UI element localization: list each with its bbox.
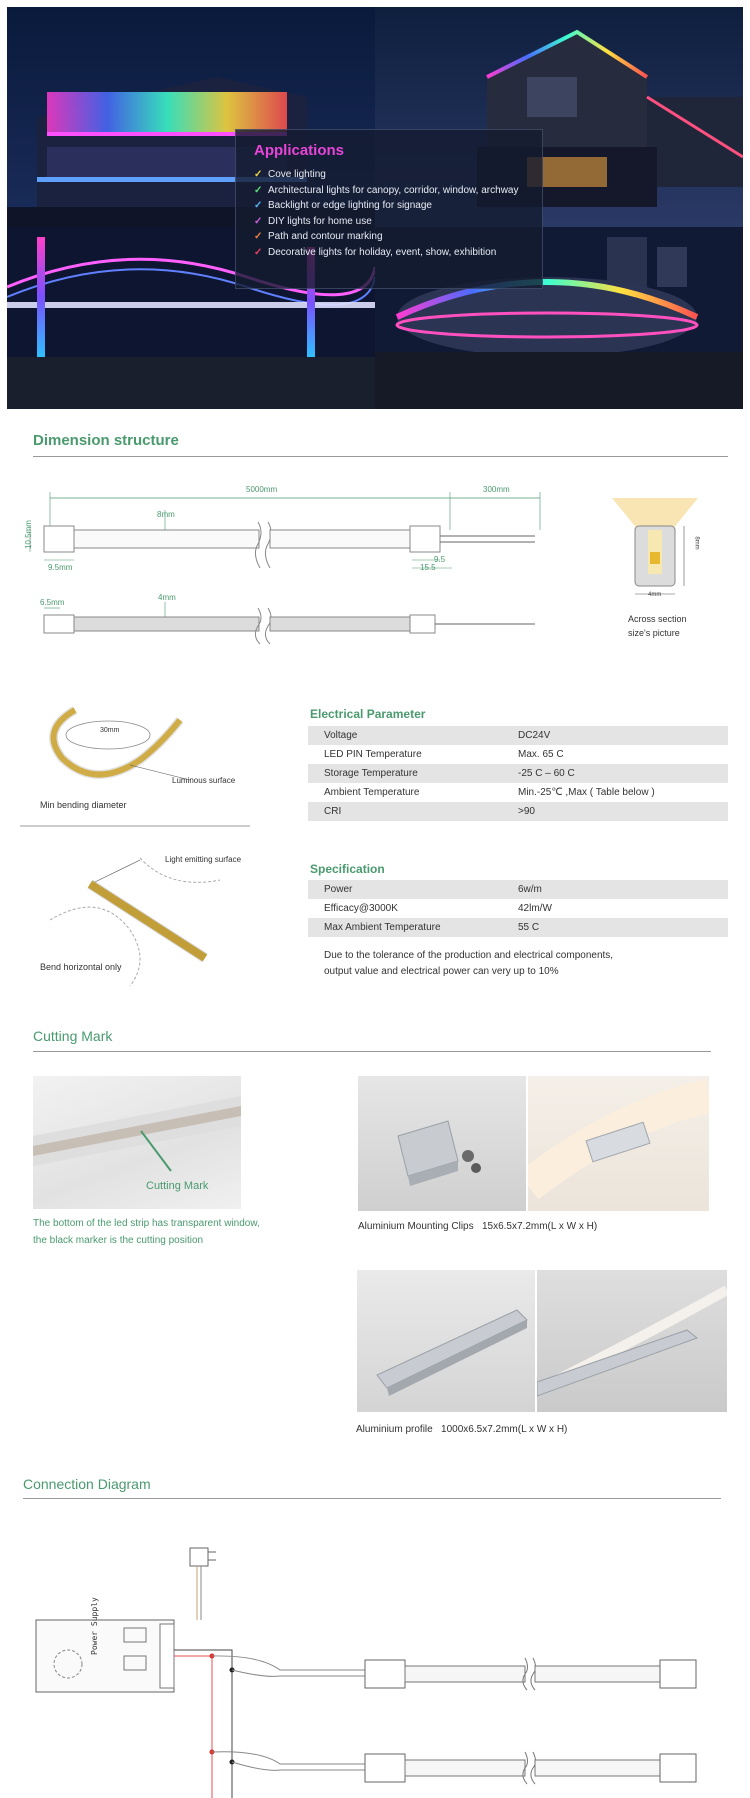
cutting-caption-line-1: The bottom of the led strip has transparent window, (33, 1218, 260, 1229)
electrical-title: Electrical Parameter (310, 707, 426, 721)
profile-label: Aluminium profile (356, 1424, 433, 1435)
table-row (308, 764, 728, 783)
dim-side-width: 4mm (158, 593, 176, 602)
section-divider (23, 1498, 721, 1499)
cutting-mark-photo (33, 1076, 241, 1209)
application-item (254, 198, 524, 214)
bend-horizontal-caption: Bend horizontal only (40, 962, 122, 972)
dim-end-width: 9.5mm (48, 563, 73, 572)
cutting-caption (33, 1215, 260, 1249)
aluminium-profile-photo (357, 1270, 535, 1412)
clips-label: Aluminium Mounting Clips (358, 1221, 474, 1232)
luminous-surface-label: Luminous surface (172, 776, 236, 785)
mounting-clip-photo (358, 1076, 526, 1211)
tolerance-note-line-2: output value and electrical power can very up to 10% (324, 966, 559, 977)
section-divider (33, 1051, 711, 1052)
profile-with-strip-photo (537, 1270, 727, 1412)
param-value: 55 C (518, 922, 540, 933)
min-bending-caption: Min bending diameter (40, 800, 127, 810)
application-item-label: Backlight or edge lighting for signage (268, 200, 432, 211)
param-name: Storage Temperature (324, 768, 418, 779)
applications-list (254, 167, 524, 260)
bending-drawings (20, 700, 260, 990)
param-name: Voltage (324, 730, 358, 741)
param-name: Ambient Temperature (324, 787, 420, 798)
check-icon: ✓ (254, 231, 263, 242)
param-value: >90 (518, 806, 535, 817)
cutting-title: Cutting Mark (33, 1028, 113, 1044)
clips-caption (358, 1219, 597, 1234)
dim-lead-length: 300mm (483, 485, 510, 494)
applications-hero (7, 7, 743, 409)
param-name: LED PIN Temperature (324, 749, 422, 760)
dim-side-thickness: 6.5mm (40, 598, 65, 607)
application-item (254, 183, 524, 199)
param-name: Power (324, 884, 353, 895)
table-row (308, 745, 728, 764)
param-value: 6w/m (518, 884, 542, 895)
application-item (254, 167, 524, 183)
tolerance-note-line-1: Due to the tolerance of the production and electrical components, (324, 950, 614, 961)
cross-section-caption-1: Across section (628, 614, 687, 624)
dim-lead-d1: 9.5 (434, 555, 446, 564)
tolerance-note (324, 948, 613, 980)
connection-drawing (0, 1540, 750, 1798)
application-item (254, 229, 524, 245)
check-icon: ✓ (254, 200, 263, 211)
param-name: CRI (324, 806, 342, 817)
light-emitting-label: Light emitting surface (165, 855, 242, 864)
check-icon: ✓ (254, 184, 263, 196)
application-item (254, 245, 524, 261)
table-row (308, 880, 728, 899)
dimension-title: Dimension structure (33, 432, 179, 449)
param-value: DC24V (518, 730, 551, 741)
cross-section-caption-2: size's picture (628, 628, 680, 638)
application-item (254, 214, 524, 230)
application-item-label: Cove lighting (268, 169, 326, 180)
clip-on-strip-photo (528, 1076, 709, 1211)
specification-title: Specification (310, 862, 385, 876)
cutting-caption-line-2: the black marker is the cutting position (33, 1235, 204, 1246)
dim-side-height: 10.5mm (23, 520, 33, 549)
cs-width: 4mm (648, 592, 662, 598)
profile-size: 1000x6.5x7.2mm(L x W x H) (441, 1424, 568, 1435)
table-row (308, 918, 728, 937)
psu-label: Power Supply (90, 1597, 99, 1655)
application-item-label: DIY lights for home use (268, 215, 372, 227)
application-item-label: Decorative lights for holiday, event, show, exhibition (268, 246, 497, 258)
check-icon: ✓ (254, 215, 263, 227)
application-item-label: Architectural lights for canopy, corridor, window, archway (268, 184, 519, 196)
connection-title: Connection Diagram (23, 1476, 151, 1492)
param-value: Max. 65 C (518, 749, 564, 760)
electrical-table (308, 726, 728, 821)
profile-caption (356, 1422, 567, 1437)
param-name: Efficacy@3000K (324, 903, 398, 914)
application-item-label: Path and contour marking (268, 231, 383, 242)
applications-box (235, 129, 543, 289)
param-value: Min.-25℃ ,Max ( Table below ) (518, 787, 655, 798)
specification-table (308, 880, 728, 937)
bend-diameter-label: 30mm (100, 727, 120, 734)
cutting-mark-label: Cutting Mark (146, 1180, 209, 1192)
cs-height: 8mm (693, 536, 700, 550)
table-row (308, 726, 728, 745)
section-divider (33, 456, 728, 457)
check-icon: ✓ (254, 246, 263, 258)
table-row (308, 783, 728, 802)
dim-top-width: 8mm (157, 510, 175, 519)
table-row (308, 802, 728, 821)
dim-total-length: 5000mm (246, 485, 278, 494)
param-value: 42lm/W (518, 903, 552, 914)
param-value: -25 C – 60 C (518, 768, 575, 779)
clips-size: 15x6.5x7.2mm(L x W x H) (481, 1221, 598, 1232)
applications-title: Applications (254, 142, 345, 159)
table-row (308, 899, 728, 918)
check-icon: ✓ (254, 169, 263, 180)
dim-lead-d2: 15.5 (420, 563, 436, 572)
param-name: Max Ambient Temperature (324, 922, 441, 933)
